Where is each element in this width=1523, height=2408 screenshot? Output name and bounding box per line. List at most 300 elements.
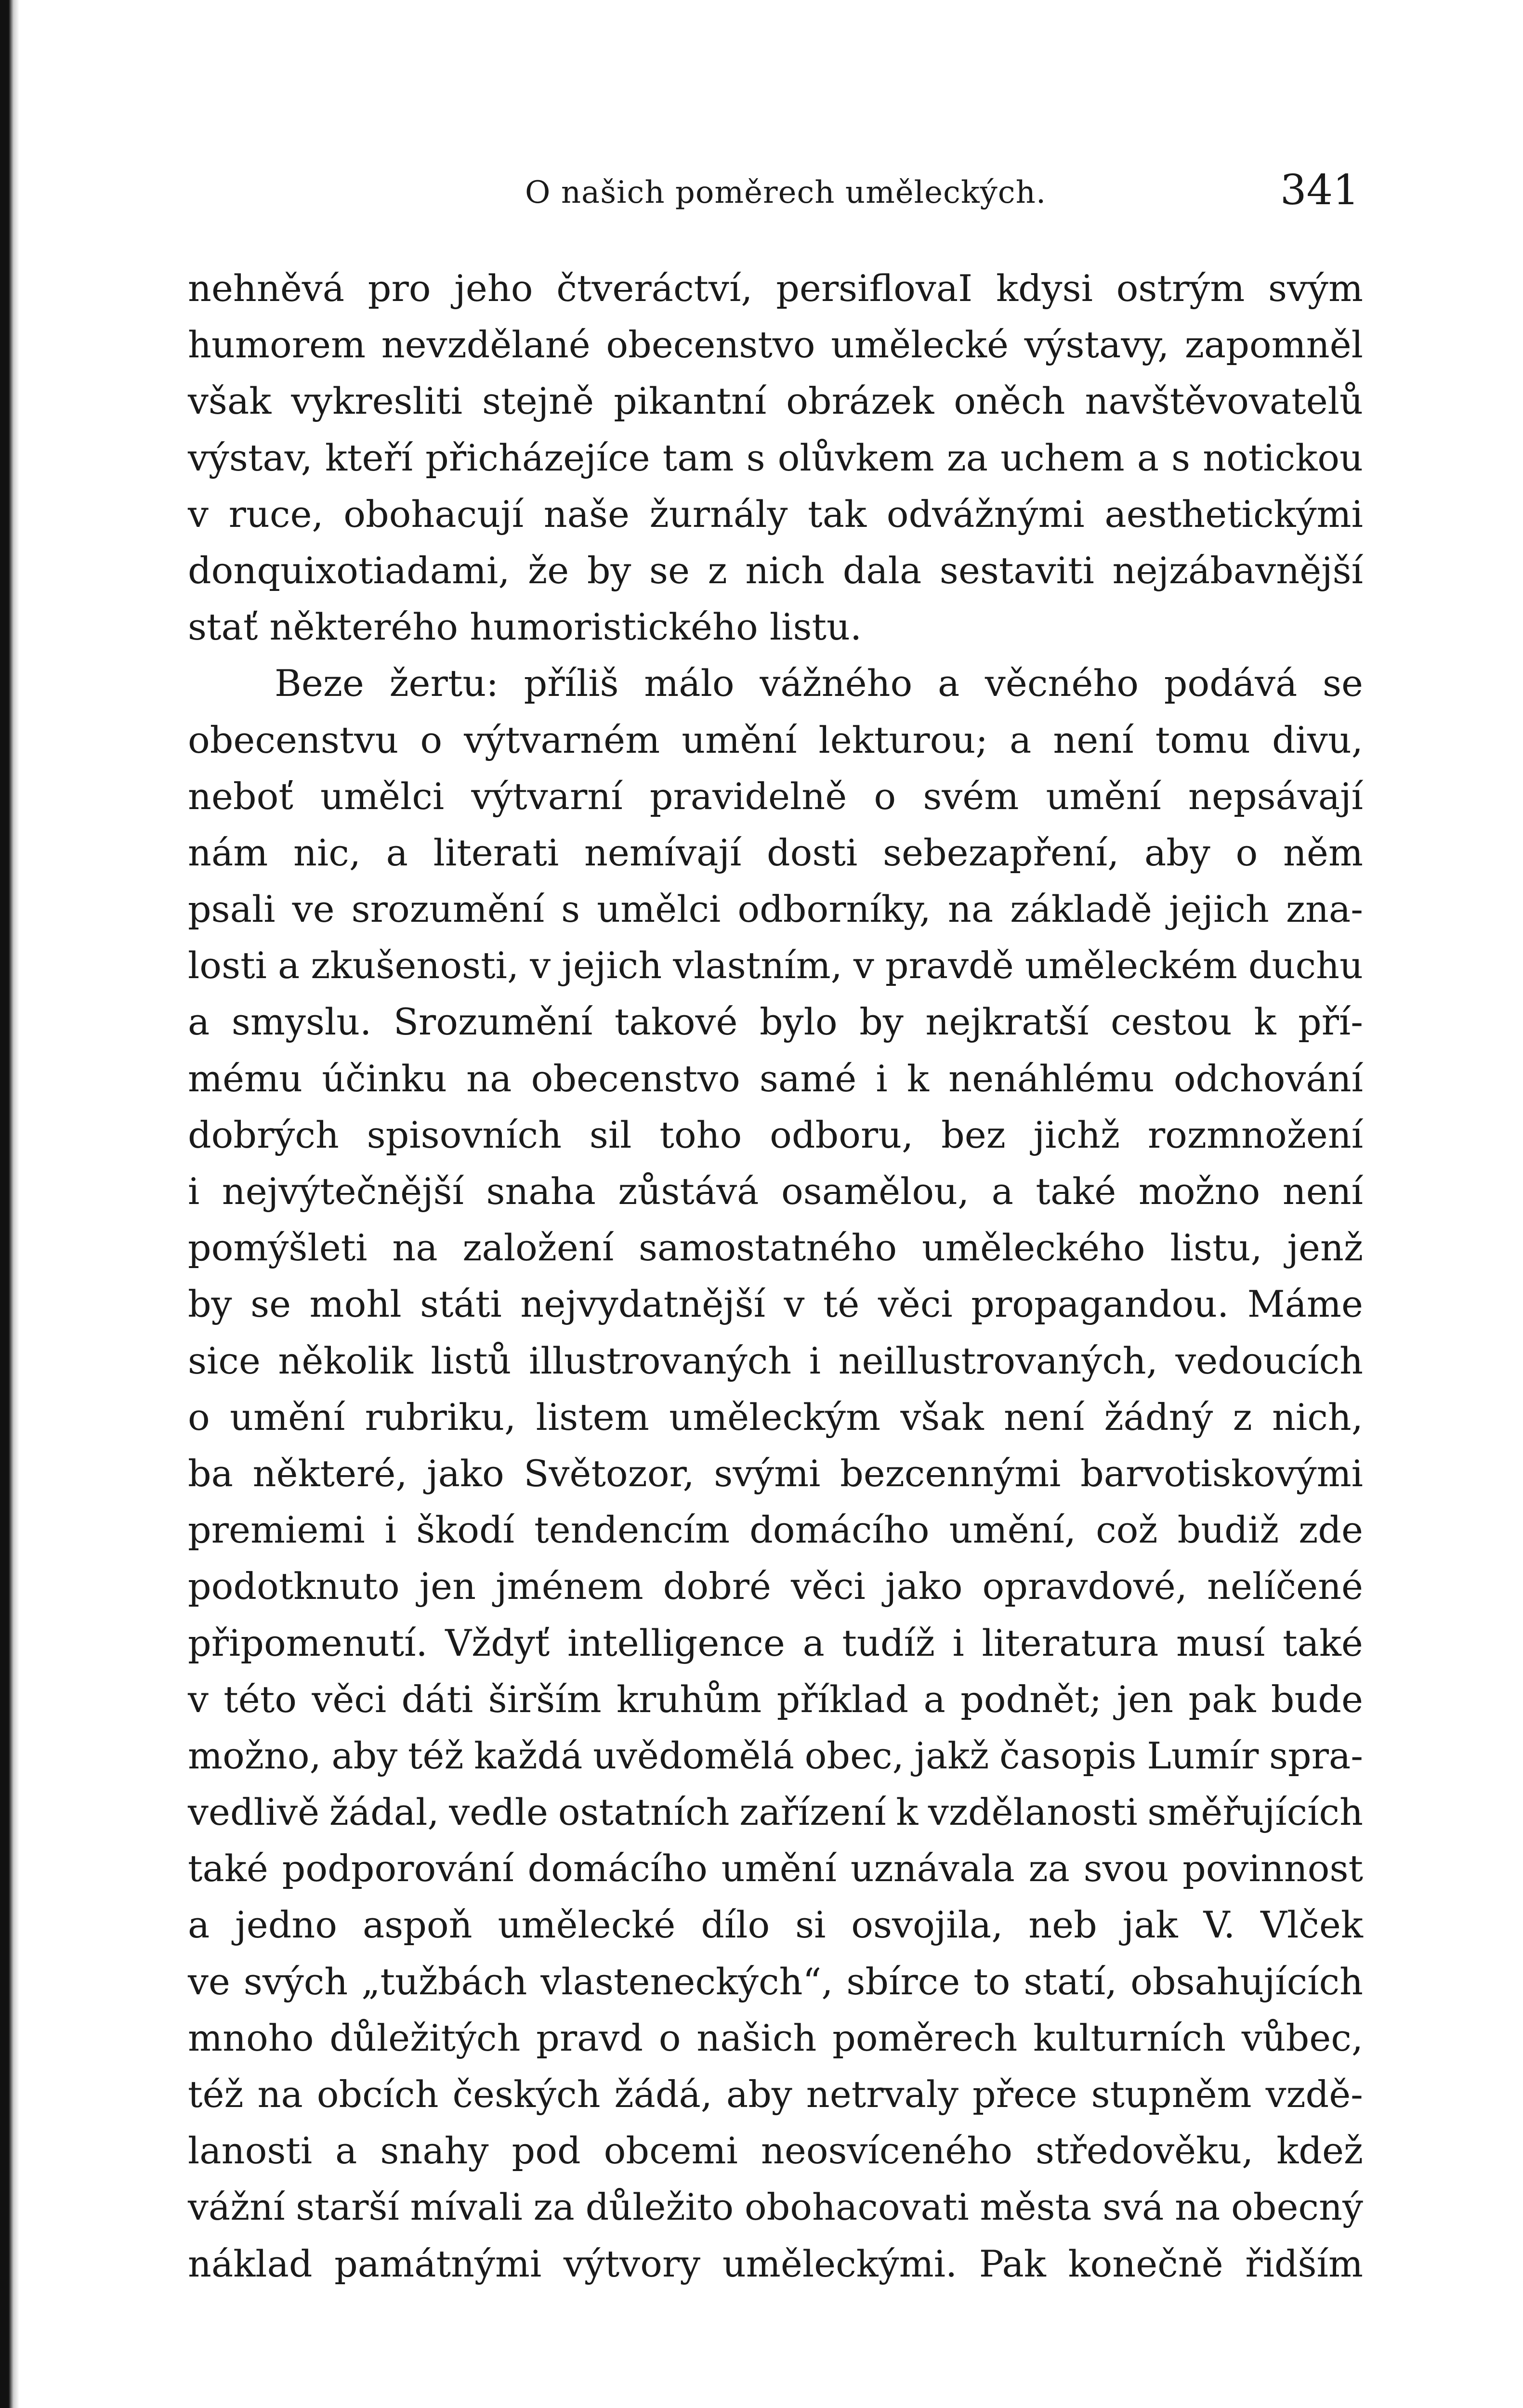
word: o	[658, 2016, 681, 2059]
word: vlasteneckých“,	[540, 1960, 833, 2003]
word: listů	[431, 1339, 512, 1382]
word: nich	[745, 549, 825, 592]
word: řidším	[1245, 2242, 1363, 2285]
word: obohacují	[343, 492, 524, 536]
word: oněch	[954, 380, 1065, 423]
word: sice	[188, 1339, 261, 1382]
word: tomu	[1155, 718, 1250, 761]
word: podotknuto	[188, 1565, 400, 1608]
word: umění	[682, 718, 797, 761]
word: založení	[462, 1226, 614, 1269]
word: starší	[296, 2186, 399, 2229]
word: výstav,	[188, 436, 313, 479]
word: přicházejíce	[425, 436, 650, 479]
word: na	[392, 1226, 438, 1269]
text-line-16	[188, 1107, 1363, 1163]
word: nemívají	[584, 831, 742, 874]
text-line-23	[188, 1502, 1363, 1558]
word: sebezapření,	[882, 831, 1119, 874]
word: jménem	[496, 1565, 643, 1608]
word: barvotiskovými	[1080, 1452, 1363, 1495]
word: příliš	[524, 662, 619, 705]
word: obcích	[316, 2073, 439, 2116]
word: také	[188, 1847, 268, 1890]
word: žádný	[1104, 1395, 1213, 1439]
word: umění	[721, 1847, 837, 1890]
word: mívali	[410, 2186, 523, 2229]
text-line-20	[188, 1333, 1363, 1389]
word: obrázek	[786, 380, 934, 423]
word: výtvarní	[471, 774, 623, 818]
text-line-11	[188, 824, 1363, 881]
word: svých	[243, 1960, 348, 2003]
word: v	[188, 492, 209, 536]
text-line-18	[188, 1219, 1363, 1276]
word: musí	[1176, 1621, 1265, 1664]
word: našich	[696, 2016, 817, 2059]
word: zůstává	[618, 1170, 759, 1213]
word: za	[946, 436, 988, 479]
word: žádá,	[614, 2073, 712, 2116]
word: věci	[312, 1677, 387, 1721]
word: jen	[1116, 1677, 1174, 1721]
word: jedno	[235, 1903, 338, 1947]
word: toho	[659, 1113, 742, 1156]
word: možno	[1138, 1170, 1260, 1213]
word: Vlček	[1260, 1903, 1363, 1947]
word: několik	[278, 1339, 413, 1382]
word: vážní	[188, 2186, 285, 2229]
text-line-9	[188, 712, 1363, 768]
word: připomenutí.	[188, 1621, 428, 1664]
word: obohacovati	[744, 2186, 969, 2229]
word: ostrým	[1116, 267, 1245, 310]
text-line-1	[188, 260, 1363, 316]
word: olůvkem	[777, 436, 934, 479]
word: propagandou.	[971, 1283, 1229, 1326]
word: netrvaly	[806, 2073, 959, 2116]
word: osvojila,	[851, 1903, 1003, 1947]
text-line-34	[188, 2122, 1363, 2179]
word: nepsávají	[1188, 774, 1363, 818]
text-line-29	[188, 1840, 1363, 1897]
word: literati	[433, 831, 559, 874]
word: dosti	[767, 831, 858, 874]
word: pikantní	[614, 380, 767, 423]
word: se	[649, 549, 690, 592]
text-line-19	[188, 1276, 1363, 1332]
word: též	[407, 1734, 464, 1777]
word: pravidelně	[649, 774, 847, 818]
word: jeho	[454, 267, 533, 310]
word: neosvíceného	[761, 2129, 1012, 2172]
word: uvědomělá	[593, 1734, 795, 1777]
word: časopis	[999, 1734, 1137, 1777]
text-line-15	[188, 1050, 1363, 1107]
word: nejkratší	[925, 1000, 1089, 1044]
word: věci	[791, 1565, 866, 1608]
word: si	[795, 1903, 826, 1947]
word: poměrech	[832, 2016, 1018, 2059]
word: obecenstvu	[188, 718, 399, 761]
word: památnými	[334, 2242, 542, 2285]
word: o	[874, 774, 896, 818]
word: lekturou;	[818, 718, 988, 761]
word: bez	[941, 1113, 1006, 1156]
word: duchu	[1248, 944, 1363, 987]
word: však	[900, 1395, 984, 1439]
text-line-28	[188, 1784, 1363, 1840]
word: pod	[512, 2129, 581, 2172]
word: humorem	[188, 323, 366, 366]
word: uznávala	[850, 1847, 1015, 1890]
word: jako	[427, 1452, 504, 1495]
word: jakž	[914, 1734, 989, 1777]
word: také	[1036, 1170, 1116, 1213]
word: samostatného	[638, 1226, 897, 1269]
word: spisovních	[367, 1113, 562, 1156]
word: stejně	[482, 380, 594, 423]
word: pak	[1188, 1677, 1256, 1721]
word: jako	[885, 1565, 963, 1608]
word: samé	[759, 1057, 857, 1100]
word: o	[188, 1395, 210, 1439]
word: vzdě-	[1265, 2073, 1363, 2116]
word: za	[1028, 1847, 1070, 1890]
word: svou	[1083, 1847, 1169, 1890]
word: za	[533, 2186, 575, 2229]
word: umění,	[949, 1508, 1076, 1552]
word: svým	[1268, 267, 1363, 310]
word: statí,	[1024, 1960, 1117, 2003]
text-line-26	[188, 1671, 1363, 1727]
word: to	[973, 1960, 1011, 2003]
word: nenáhlému	[948, 1057, 1155, 1100]
word: dala	[842, 549, 922, 592]
word: tendencím	[534, 1508, 730, 1552]
word: málo	[644, 662, 735, 705]
text-line-4	[188, 430, 1363, 486]
word: a	[1010, 718, 1032, 761]
word: a	[335, 2129, 357, 2172]
word: naše	[543, 492, 630, 536]
word: pravd	[536, 2016, 643, 2059]
word: však	[188, 380, 272, 423]
word: z	[708, 549, 727, 592]
word: v	[853, 944, 874, 987]
word: věci	[878, 1283, 953, 1326]
word: přece	[972, 2073, 1077, 2116]
word: illustrovaných	[529, 1339, 792, 1382]
word: stupněm	[1091, 2073, 1252, 2116]
word: ruce,	[228, 492, 324, 536]
word: uchem	[1000, 436, 1125, 479]
word: pří-	[1298, 1000, 1363, 1044]
word: jak	[1122, 1903, 1178, 1947]
word: aesthetickými	[1104, 492, 1363, 536]
word: pravdě	[885, 944, 1014, 987]
word: srozumění	[351, 888, 544, 931]
word: lanosti	[188, 2129, 313, 2172]
word: města	[980, 2186, 1092, 2229]
text-line-21	[188, 1389, 1363, 1445]
word: českých	[452, 2073, 601, 2116]
word: nehněvá	[188, 267, 345, 310]
word: na	[1175, 2186, 1221, 2229]
word: bylo	[760, 1000, 838, 1044]
word: obec,	[804, 1734, 904, 1777]
text-line-27	[188, 1727, 1363, 1784]
word: a	[386, 831, 408, 874]
word: Srozumění	[393, 1000, 593, 1044]
word: kdež	[1276, 2129, 1363, 2172]
word: jen	[419, 1565, 476, 1608]
word: se	[1323, 662, 1363, 705]
word: ve	[292, 888, 335, 931]
word: že	[528, 549, 569, 592]
word: vůbec,	[1241, 2016, 1363, 2059]
word: umělci	[597, 888, 721, 931]
word: divu,	[1272, 718, 1363, 761]
word: mohl	[309, 1283, 402, 1326]
word: i	[876, 1057, 888, 1100]
word: žádal,	[329, 1791, 439, 1834]
word: s	[561, 888, 580, 931]
word: něm	[1283, 831, 1363, 874]
word: příklad	[776, 1677, 909, 1721]
word: zna-	[1286, 888, 1363, 931]
word: Světozor,	[524, 1452, 695, 1495]
word: k	[896, 1791, 919, 1834]
word: osamělou,	[781, 1170, 970, 1213]
word: nejvýtečnější	[222, 1170, 464, 1213]
word: domácího	[749, 1508, 930, 1552]
word: odborníky,	[737, 888, 931, 931]
word: Beze	[275, 662, 364, 705]
word: věcného	[985, 662, 1139, 705]
word: uměleckým	[669, 1395, 881, 1439]
word: vedle	[449, 1791, 549, 1834]
word: a	[1137, 436, 1159, 479]
word: výtvory	[563, 2242, 701, 2285]
word: z	[1233, 1395, 1252, 1439]
word: listu,	[1170, 1226, 1262, 1269]
word: sestaviti	[939, 549, 1094, 592]
word: umělecké	[831, 323, 1009, 366]
text-line-30	[188, 1897, 1363, 1953]
word: kdysi	[996, 267, 1093, 310]
word: aby	[1144, 831, 1210, 874]
word: konečně	[1068, 2242, 1223, 2285]
word: podporování	[282, 1847, 514, 1890]
word: tak	[808, 492, 867, 536]
word: vykresliti	[291, 380, 463, 423]
word: Máme	[1247, 1283, 1363, 1326]
word: náklad	[188, 2242, 313, 2285]
word: nelíčené	[1207, 1565, 1363, 1608]
word: nám	[188, 831, 268, 874]
word: obecenstvo	[531, 1057, 740, 1100]
word: listem	[536, 1395, 649, 1439]
word: ve	[188, 1960, 230, 2003]
word: středověku,	[1035, 2129, 1254, 2172]
body-text	[188, 260, 1363, 2292]
word: vzdělanosti	[928, 1791, 1138, 1834]
word: svém	[923, 774, 1019, 818]
word: dílo	[701, 1903, 770, 1947]
word: na	[947, 888, 994, 931]
word: není	[1003, 1395, 1085, 1439]
word: tudíž	[842, 1621, 935, 1664]
word: jejich	[562, 944, 662, 987]
word: v	[784, 1283, 805, 1326]
word: výstavy,	[1024, 323, 1169, 366]
word: na	[466, 1057, 512, 1100]
word: svými	[714, 1452, 821, 1495]
word: snahy	[380, 2129, 489, 2172]
word: aby	[726, 2073, 792, 2116]
text-line-5	[188, 486, 1363, 542]
word: není	[1053, 718, 1134, 761]
word: a	[188, 1000, 210, 1044]
text-line-2	[188, 316, 1363, 373]
text-line-6	[188, 542, 1363, 599]
word: Lumír	[1147, 1734, 1259, 1777]
word: neboť	[188, 774, 293, 818]
word: žurnály	[649, 492, 788, 536]
word: a	[278, 944, 300, 987]
word: škodí	[416, 1508, 514, 1552]
text-line-8	[188, 655, 1363, 711]
word: uměleckými.	[722, 2242, 958, 2285]
word: jichž	[1033, 1113, 1120, 1156]
word: nic,	[293, 831, 361, 874]
word: opravdové,	[982, 1565, 1187, 1608]
word: bude	[1271, 1677, 1363, 1721]
word: by	[188, 1283, 232, 1326]
text-line-35	[188, 2179, 1363, 2235]
word: takové	[614, 1000, 738, 1044]
word: kteří	[325, 436, 413, 479]
word: umění	[230, 1395, 345, 1439]
word: bezcennými	[840, 1452, 1061, 1495]
word: cestou	[1110, 1000, 1232, 1044]
text-line-14	[188, 994, 1363, 1050]
word: se	[250, 1283, 291, 1326]
word: uměleckého	[921, 1226, 1145, 1269]
text-line-7: stať některého humoristického listu.	[188, 605, 862, 649]
word: což	[1096, 1508, 1158, 1552]
word: budiž	[1177, 1508, 1279, 1552]
word: V.	[1203, 1903, 1235, 1947]
word: spra-	[1269, 1734, 1363, 1777]
word: a	[923, 1677, 945, 1721]
word: aspoň	[362, 1903, 473, 1947]
word: kruhům	[616, 1677, 762, 1721]
word: účinku	[322, 1057, 447, 1100]
word: na	[257, 2073, 303, 2116]
word: i	[952, 1621, 964, 1664]
word: podnět;	[960, 1677, 1102, 1721]
word: některé,	[252, 1452, 407, 1495]
word: smyslu.	[231, 1000, 372, 1044]
word: pro	[368, 267, 431, 310]
text-line-25	[188, 1615, 1363, 1671]
word: aby	[331, 1734, 398, 1777]
word: donquixotiadami,	[188, 549, 510, 592]
word: nevzdělané	[381, 323, 591, 366]
word: ostatních	[558, 1791, 730, 1834]
word: by	[587, 549, 631, 592]
word: vlastním,	[673, 944, 842, 987]
word: nejzábavnější	[1112, 549, 1363, 592]
word: jenž	[1287, 1226, 1363, 1269]
word: umělci	[320, 774, 445, 818]
word: zkušenosti,	[311, 944, 519, 987]
word: čtveráctví,	[556, 267, 753, 310]
word: sbírce	[846, 1960, 960, 2003]
word: povinnost	[1182, 1847, 1363, 1890]
word: odchování	[1173, 1057, 1363, 1100]
word: v	[188, 1677, 209, 1721]
word: každá	[474, 1734, 583, 1777]
text-line-31	[188, 1953, 1363, 2010]
text-line-13	[188, 937, 1363, 994]
word: nich,	[1272, 1395, 1363, 1439]
word: v	[530, 944, 551, 987]
word: neillustrovaných,	[838, 1339, 1158, 1382]
word: a	[991, 1170, 1013, 1213]
text-line-22	[188, 1445, 1363, 1502]
word: pomýšleti	[188, 1226, 368, 1269]
word: možno,	[188, 1734, 321, 1777]
word: neb	[1028, 1903, 1097, 1947]
word: i	[809, 1339, 821, 1382]
word: zařízení	[739, 1791, 886, 1834]
word: dáti	[401, 1677, 473, 1721]
word: jejich	[1169, 888, 1269, 931]
word: k	[906, 1057, 929, 1100]
word: a	[802, 1621, 825, 1664]
word: Pak	[979, 2242, 1046, 2285]
word: vážného	[760, 662, 913, 705]
word: uměleckém	[1024, 944, 1237, 987]
word: dobrých	[188, 1113, 339, 1156]
word: rozmnožení	[1147, 1113, 1363, 1156]
word: též	[188, 2073, 244, 2116]
word: mnoho	[188, 2016, 314, 2059]
word: zde	[1299, 1508, 1363, 1552]
word: s	[1171, 436, 1191, 479]
word: intelligence	[567, 1621, 785, 1664]
word: a	[937, 662, 960, 705]
text-line-10	[188, 768, 1363, 824]
word: obcemi	[604, 2129, 738, 2172]
word: zapomněl	[1184, 323, 1363, 366]
word: navštěvovatelů	[1085, 380, 1363, 423]
word: základě	[1010, 888, 1152, 931]
word: důležitých	[329, 2016, 521, 2059]
word: snaha	[486, 1170, 596, 1213]
word: persiflovaI	[776, 267, 973, 310]
word: sil	[589, 1113, 632, 1156]
word: umělecké	[498, 1903, 676, 1947]
word: k	[1254, 1000, 1276, 1044]
word: dobré	[663, 1565, 772, 1608]
word: s	[746, 436, 765, 479]
word: podává	[1164, 662, 1298, 705]
word: o	[420, 718, 443, 761]
